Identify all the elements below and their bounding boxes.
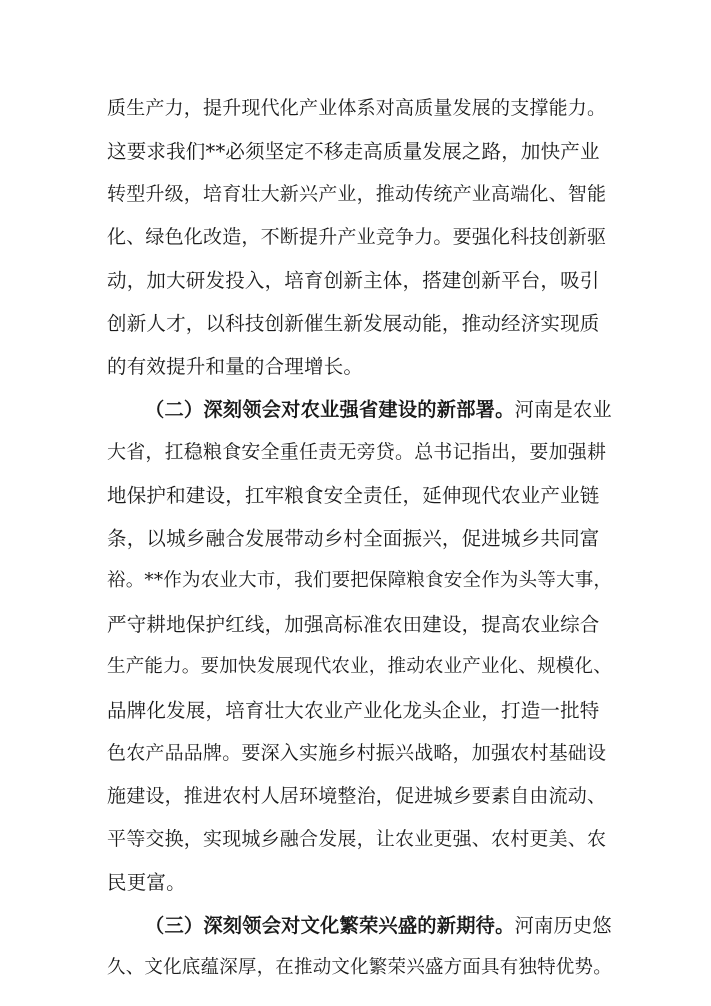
section-heading: （二）深刻领会对农业强省建设的新部署。 — [145, 398, 515, 421]
paragraph-line: 品牌化发展，培育壮大农业产业化龙头企业，打造一批特 — [107, 699, 600, 722]
paragraph-line: 色农产品品牌。要深入实施乡村振兴战略，加强农村基础设 — [107, 742, 607, 764]
paragraph-line: 质生产力，提升现代化产业体系对高质量发展的支撑能力。 — [107, 97, 607, 119]
paragraph-line: 生产能力。要加快发展现代农业，推动农业产业化、规模化、 — [107, 656, 612, 677]
paragraph-line: 裕。**作为农业大市，我们要把保障粮食安全作为头等大事， — [107, 570, 613, 591]
section-heading-line: （二）深刻领会对农业强省建设的新部署。河南是农业 — [145, 398, 612, 421]
paragraph-line: 大省，扛稳粮食安全重任责无旁贷。总书记指出，要加强耕 — [107, 441, 607, 463]
section-heading: （三）深刻领会对文化繁荣兴盛的新期待。 — [145, 914, 515, 937]
paragraph-line: 创新人才，以科技创新催生新发展动能，推动经济实现质 — [107, 312, 600, 335]
paragraph-line: 化、绿色化改造，不断提升产业竞争力。要强化科技创新驱 — [107, 226, 607, 248]
paragraph-line: 转型升级，培育壮大新兴产业，推动传统产业高端化、智能 — [107, 183, 607, 205]
paragraph-line: 久、文化底蕴深厚，在推动文化繁荣兴盛方面具有独特优势。 — [107, 957, 612, 978]
paragraph-line: 平等交换，实现城乡融合发展，让农业更强、农村更美、农 — [107, 828, 607, 850]
paragraph-line: 的有效提升和量的合理增长。 — [107, 355, 364, 378]
paragraph-line: 施建设，推进农村人居环境整治，促进城乡要素自由流动、 — [107, 785, 607, 807]
paragraph-line: 条，以城乡融合发展带动乡村全面振兴，促进城乡共同富 — [107, 527, 600, 550]
paragraph-line: 动，加大研发投入，培育创新主体，搭建创新平台，吸引 — [107, 269, 600, 292]
paragraph-line: 这要求我们**必须坚定不移走高质量发展之路，加快产业 — [107, 140, 600, 163]
paragraph-line: 严守耕地保护红线，加强高标准农田建设，提高农业综合 — [107, 613, 600, 636]
paragraph-line: 民更富。 — [107, 871, 186, 894]
paragraph-line: 地保护和建设，扛牢粮食安全责任，延伸现代农业产业链 — [107, 484, 600, 507]
section-heading-line: （三）深刻领会对文化繁荣兴盛的新期待。河南历史悠 — [145, 914, 612, 937]
